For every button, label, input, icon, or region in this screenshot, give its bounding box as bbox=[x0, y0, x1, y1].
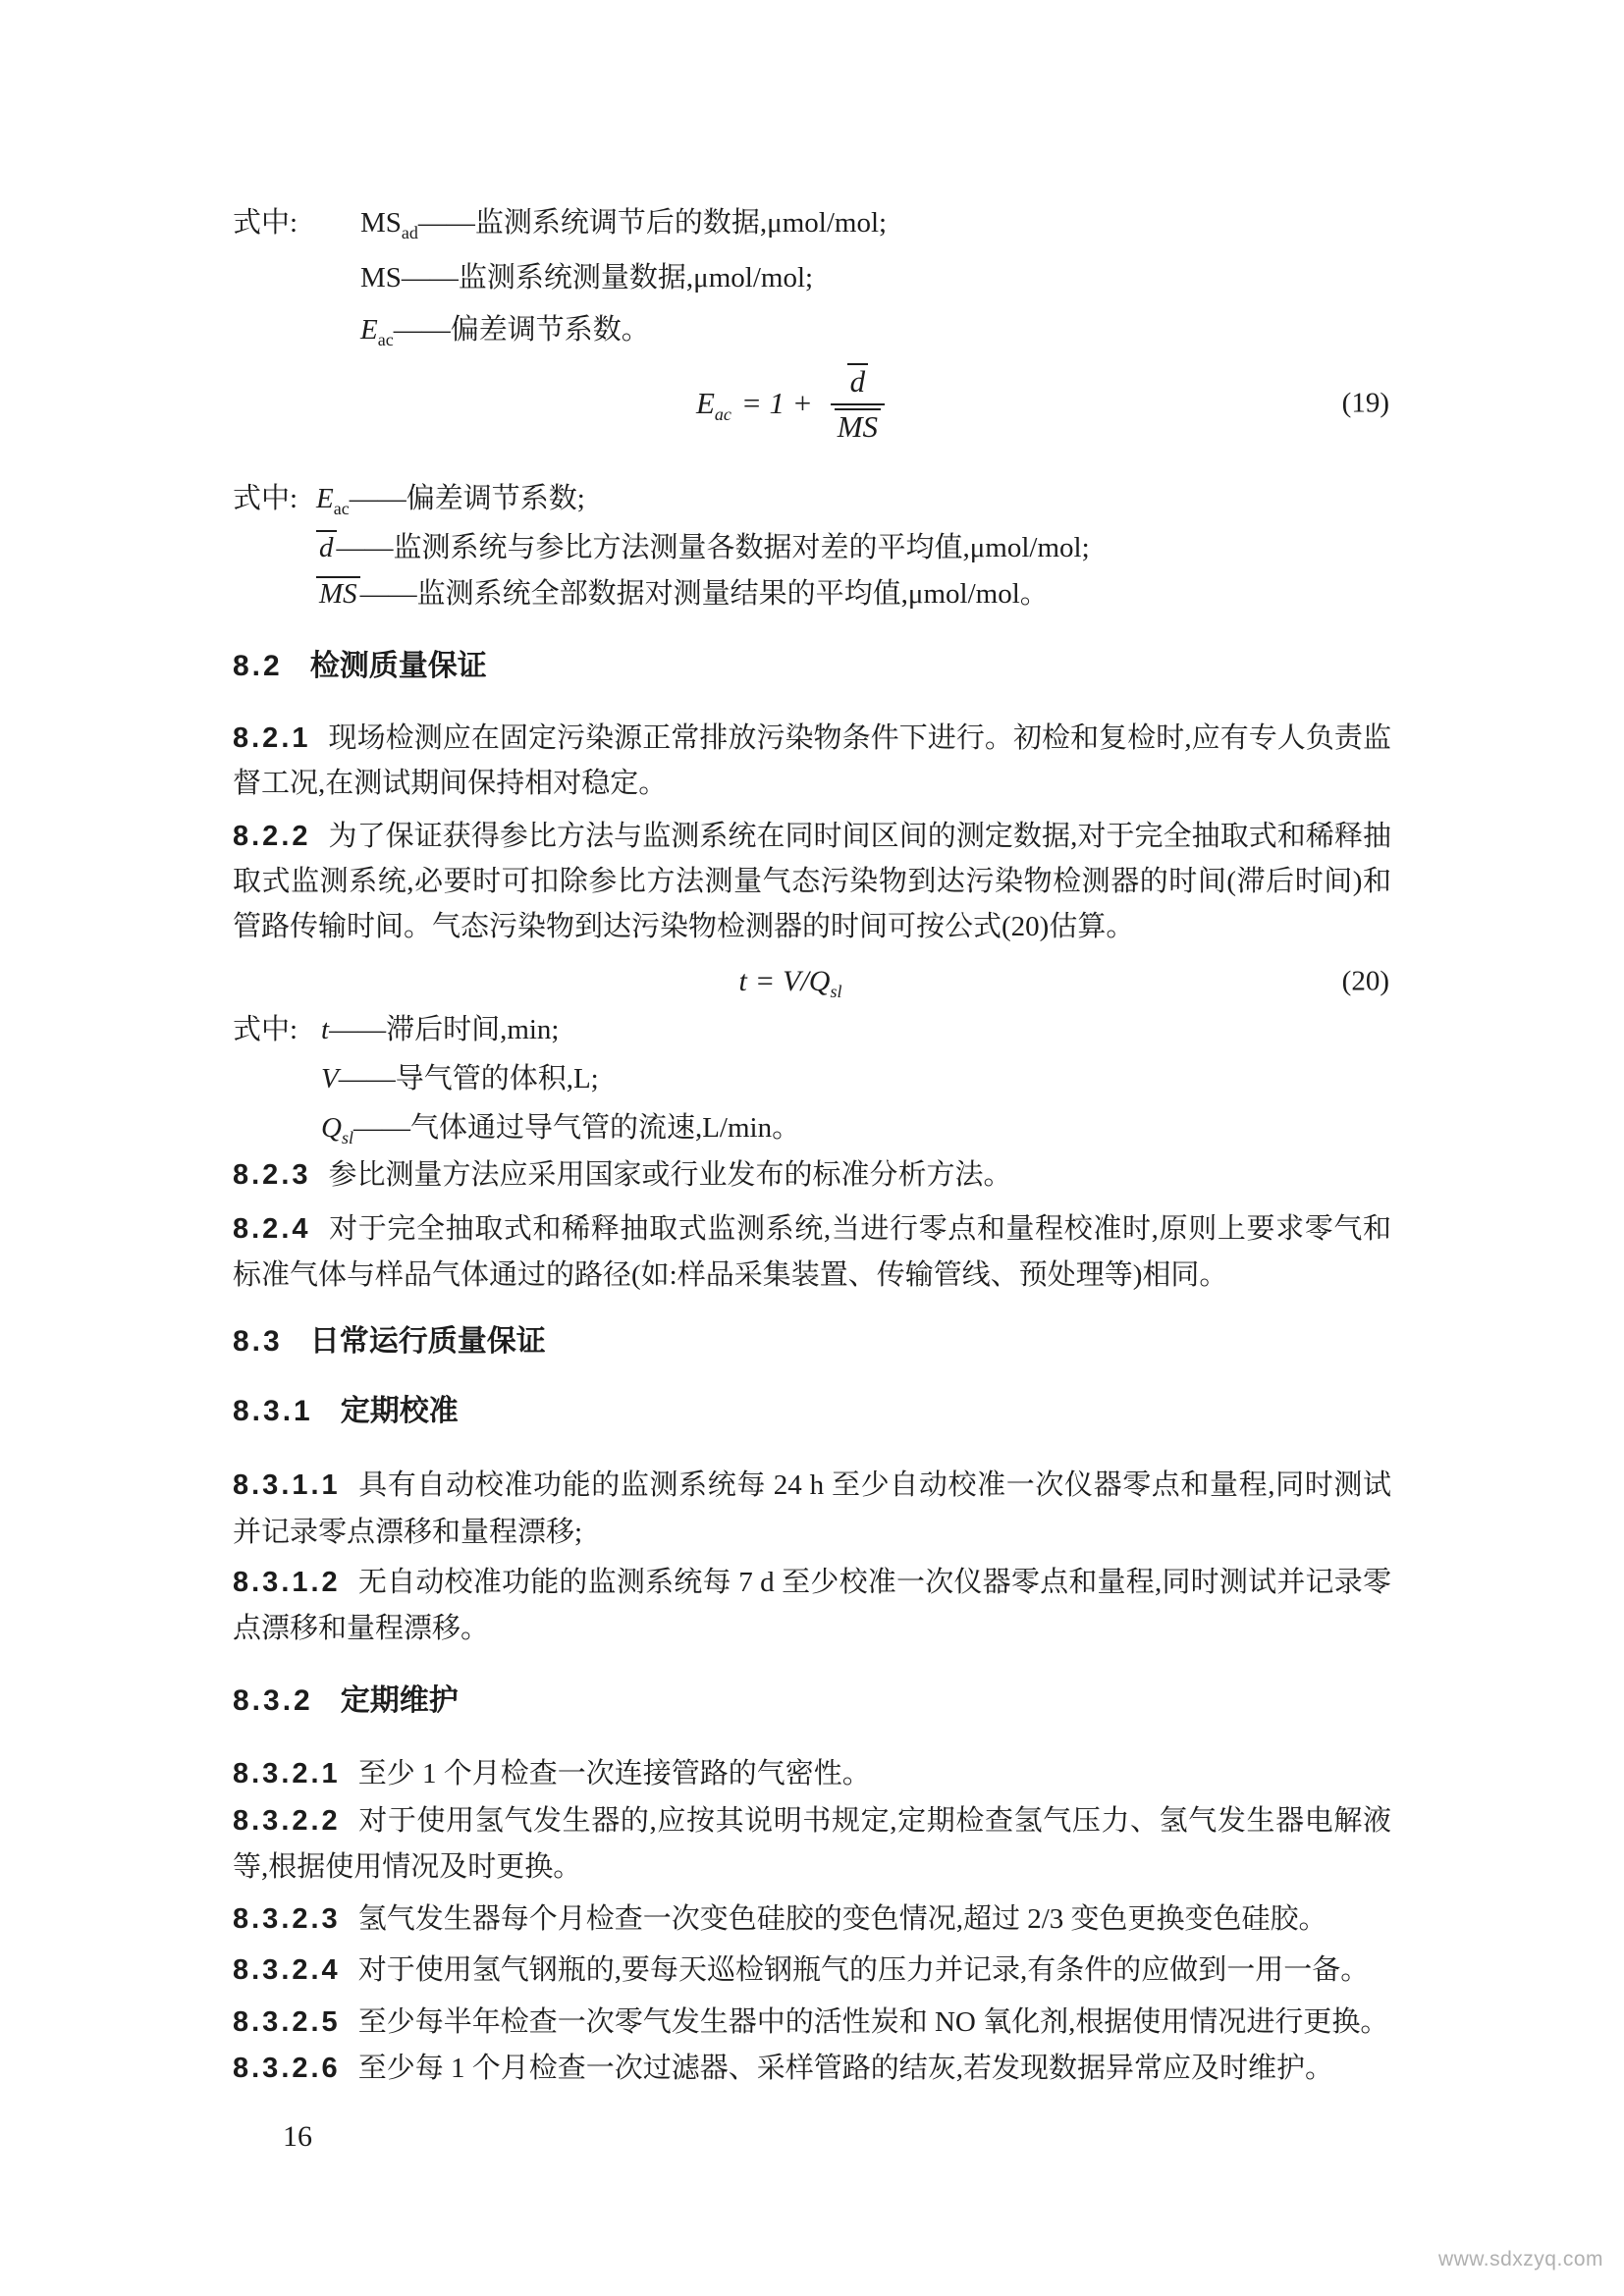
clause-number: 8.2.1 bbox=[233, 722, 311, 754]
equation-number: (20) bbox=[1341, 965, 1389, 997]
watermark: www.sdxzyq.com bbox=[1437, 2248, 1603, 2270]
clause-number: 8.3.2.2 bbox=[233, 1805, 341, 1837]
formula-variables-list-3 bbox=[233, 1005, 1391, 1155]
clause-8-3-2-4 bbox=[233, 1948, 1391, 1993]
variable-symbol: t bbox=[321, 1014, 330, 1045]
variable-definition bbox=[233, 476, 1391, 525]
variable-definition bbox=[316, 571, 1391, 617]
clause-text: 无自动校准功能的监测系统每 7 d 至少校准一次仪器零点和量程,同时测试并记录零点漂移和量程漂移。 bbox=[233, 1567, 1391, 1644]
variable-symbol: MS bbox=[360, 262, 402, 294]
variable-symbol: $E_{ac}$ bbox=[360, 314, 394, 349]
clause-number: 8.2.2 bbox=[233, 821, 311, 852]
clause-text: 现场检测应在固定污染源正常排放污染物条件下进行。初检和复检时,应有专人负责监督工况,在测试期间保持相对稳定。 bbox=[233, 722, 1391, 799]
section-number: 8.2 bbox=[233, 650, 283, 682]
clause-number: 8.2.3 bbox=[233, 1159, 311, 1191]
section-title: 日常运行质量保证 bbox=[309, 1325, 546, 1358]
equation-equals: = 1 + bbox=[740, 386, 813, 420]
dash: —— bbox=[349, 483, 406, 514]
variable-description: 偏差调节系数。 bbox=[450, 314, 650, 346]
clause-8-2-2 bbox=[233, 814, 1391, 949]
section-heading-8-2 bbox=[233, 646, 1391, 687]
variable-description: 导气管的体积,L; bbox=[395, 1063, 599, 1095]
section-number: 8.3.1 bbox=[233, 1395, 313, 1427]
variable-symbol: $E_{ac}$ bbox=[316, 483, 350, 518]
clause-8-3-2-5 bbox=[233, 2000, 1391, 2045]
variable-description: 监测系统全部数据对测量结果的平均值,μmol/mol。 bbox=[416, 578, 1049, 610]
variable-description: 气体通过导气管的流速,L/min。 bbox=[409, 1112, 801, 1144]
variable-definition bbox=[233, 1005, 1391, 1054]
clause-text: 对于完全抽取式和稀释抽取式监测系统,当进行零点和量程校准时,原则上要求零气和标准气体与样品气体通过的路径(如:样品采集装置、传输管线、预处理等)相同。 bbox=[233, 1213, 1391, 1291]
clause-text: 参比测量方法应采用国家或行业发布的标准分析方法。 bbox=[328, 1159, 1012, 1191]
variable-symbol: $Q_{sl}$ bbox=[321, 1112, 353, 1148]
equation-19 bbox=[233, 346, 1391, 461]
clause-8-2-3 bbox=[233, 1152, 1391, 1198]
variable-symbol: V bbox=[321, 1063, 339, 1095]
section-title: 检测质量保证 bbox=[309, 650, 487, 682]
section-number: 8.3.2 bbox=[233, 1684, 313, 1717]
clause-text: 至少每 1 个月检查一次过滤器、采样管路的结灰,若发现数据异常应及时维护。 bbox=[357, 2053, 1333, 2084]
clause-number: 8.3.2.5 bbox=[233, 2006, 341, 2038]
clause-8-2-1 bbox=[233, 716, 1391, 806]
where-label: 式中: bbox=[233, 207, 298, 239]
variable-description: 滞后时间,min; bbox=[386, 1014, 560, 1045]
formula-variables-list-2 bbox=[233, 476, 1391, 617]
clause-number: 8.3.2.4 bbox=[233, 1954, 341, 1986]
dash: —— bbox=[336, 532, 394, 563]
variable-symbol: MS bbox=[316, 578, 360, 610]
variable-description: 监测系统调节后的数据,μmol/mol; bbox=[474, 207, 888, 239]
equation-number: (19) bbox=[1341, 387, 1389, 419]
clause-text: 为了保证获得参比方法与监测系统在同时间区间的测定数据,对于完全抽取式和稀释抽取式监测系统,必要时可扣除参比方法测量气态污染物到达污染物检测器的时间(滞后时间)和管路传输时间。气态污染物到达污染物检测器的时间可按公式(20)估算。 bbox=[233, 821, 1391, 942]
clause-number: 8.2.4 bbox=[233, 1213, 311, 1245]
equation-rhs: $V/Q_{sl}$ bbox=[783, 965, 842, 1001]
equation-20-body bbox=[738, 965, 842, 1001]
equation-equals: = bbox=[754, 965, 776, 997]
clause-text: 氢气发生器每个月检查一次变色硅胶的变色情况,超过 2/3 变色更换变色硅胶。 bbox=[357, 1903, 1327, 1935]
clause-8-3-2-1 bbox=[233, 1751, 1391, 1796]
clause-text: 对于使用氢气钢瓶的,要每天巡检钢瓶气的压力并记录,有条件的应做到一用一备。 bbox=[357, 1954, 1370, 1986]
variable-definition bbox=[321, 1054, 1391, 1103]
fraction-numerator: d bbox=[836, 363, 881, 403]
equation-lhs: $E_{ac}$ bbox=[695, 386, 731, 424]
clause-number: 8.3.1.2 bbox=[233, 1567, 341, 1598]
variable-description: 偏差调节系数; bbox=[406, 483, 585, 514]
dash: —— bbox=[338, 1063, 396, 1095]
clause-text: 对于使用氢气发生器的,应按其说明书规定,定期检查氢气压力、氢气发生器电解液等,根据使用情况及时更换。 bbox=[233, 1805, 1391, 1883]
variable-definition bbox=[233, 197, 1391, 252]
variable-symbol: $MS_{ad}$ bbox=[360, 207, 418, 242]
where-label: 式中: bbox=[233, 1014, 298, 1045]
section-heading-8-3 bbox=[233, 1321, 1391, 1362]
variable-definition bbox=[321, 1103, 1391, 1155]
variable-description: 监测系统测量数据,μmol/mol; bbox=[458, 262, 814, 294]
clause-number: 8.3.2.1 bbox=[233, 1758, 341, 1789]
section-heading-8-3-1 bbox=[233, 1391, 1391, 1432]
dash: —— bbox=[401, 262, 459, 294]
where-label: 式中: bbox=[233, 483, 298, 514]
dash: —— bbox=[359, 578, 417, 610]
equation-19-body bbox=[696, 363, 885, 445]
variable-definition bbox=[360, 252, 1391, 304]
variable-definition bbox=[316, 525, 1391, 571]
dash: —— bbox=[393, 314, 451, 346]
clause-number: 8.3.1.1 bbox=[233, 1469, 341, 1501]
equation-fraction bbox=[831, 363, 885, 445]
dash: —— bbox=[352, 1112, 410, 1144]
section-title: 定期校准 bbox=[340, 1395, 459, 1427]
fraction-denominator: MS bbox=[831, 403, 885, 445]
clause-text: 至少每半年检查一次零气发生器中的活性炭和 NO 氧化剂,根据使用情况进行更换。 bbox=[357, 2006, 1389, 2038]
clause-number: 8.3.2.6 bbox=[233, 2053, 341, 2084]
clause-text: 具有自动校准功能的监测系统每 24 h 至少自动校准一次仪器零点和量程,同时测试并记录零点漂移和量程漂移; bbox=[233, 1469, 1391, 1548]
equation-lhs: t bbox=[738, 965, 747, 997]
clause-8-3-2-6 bbox=[233, 2046, 1391, 2091]
section-number: 8.3 bbox=[233, 1325, 283, 1358]
dash: —— bbox=[417, 207, 475, 239]
variable-symbol: d bbox=[316, 532, 337, 563]
clause-8-3-1-1 bbox=[233, 1462, 1391, 1556]
page-number: 16 bbox=[283, 2120, 312, 2153]
clause-8-3-2-3 bbox=[233, 1896, 1391, 1942]
section-heading-8-3-2 bbox=[233, 1681, 1391, 1722]
clause-8-3-2-2 bbox=[233, 1798, 1391, 1891]
clause-number: 8.3.2.3 bbox=[233, 1903, 341, 1935]
clause-text: 至少 1 个月检查一次连接管路的气密性。 bbox=[357, 1758, 871, 1789]
clause-8-2-4 bbox=[233, 1206, 1391, 1299]
dash: —— bbox=[329, 1014, 387, 1045]
formula-variables-list-1 bbox=[233, 197, 1391, 359]
section-title: 定期维护 bbox=[340, 1684, 459, 1717]
variable-description: 监测系统与参比方法测量各数据对差的平均值,μmol/mol; bbox=[393, 532, 1090, 563]
clause-8-3-1-2 bbox=[233, 1560, 1391, 1652]
equation-20 bbox=[233, 960, 1391, 1003]
